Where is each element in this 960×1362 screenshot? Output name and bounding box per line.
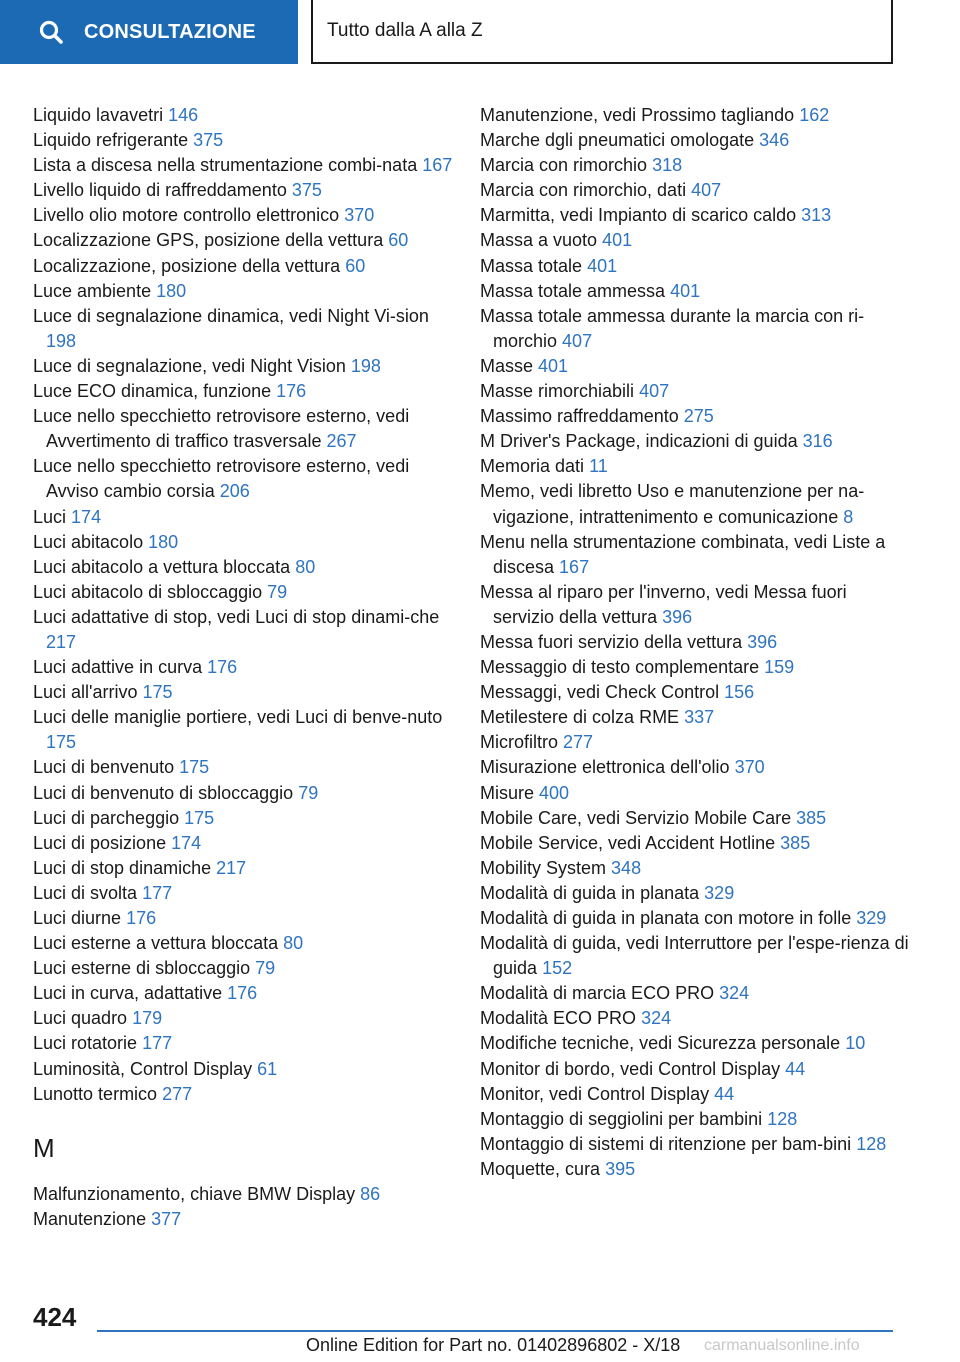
section-title: Tutto dalla A alla Z <box>327 20 483 41</box>
page-link[interactable]: 407 <box>691 180 722 201</box>
entry-term: Luci di posizione <box>33 832 167 853</box>
page-link[interactable]: 275 <box>683 406 714 427</box>
index-entry <box>33 655 453 680</box>
index-entry <box>33 530 453 555</box>
page-link[interactable]: 401 <box>538 355 569 376</box>
index-entry <box>33 304 453 354</box>
entry-term: Misure <box>480 782 535 803</box>
footer-divider <box>97 1330 893 1332</box>
index-entry <box>480 781 910 806</box>
entry-term: Luci adattive in curva <box>33 657 203 678</box>
page-link[interactable]: 79 <box>255 958 276 979</box>
entry-term: Luci di benvenuto di sbloccaggio <box>33 782 294 803</box>
page-link[interactable]: 377 <box>151 1208 182 1229</box>
index-list-m-continued <box>480 103 910 1182</box>
page-link[interactable]: 79 <box>267 581 288 602</box>
page-link[interactable]: 217 <box>216 857 247 878</box>
index-entry <box>480 254 910 279</box>
index-entry <box>33 404 453 454</box>
index-entry <box>480 931 910 981</box>
index-entry <box>480 981 910 1006</box>
entry-term: Marcia con rimorchio <box>480 155 648 176</box>
entry-term: Massa a vuoto <box>480 230 598 251</box>
page-link[interactable]: 146 <box>168 105 199 125</box>
page-link[interactable]: 370 <box>344 205 375 226</box>
page-link[interactable]: 174 <box>71 506 102 527</box>
index-entry <box>33 956 453 981</box>
page-link[interactable]: 175 <box>184 807 215 828</box>
index-column-right <box>480 103 910 1182</box>
entry-term: Massa totale ammessa <box>480 280 666 301</box>
entry-term: Marmitta, vedi Impianto di scarico caldo <box>480 205 797 226</box>
entry-term: Masse rimorchiabili <box>480 381 635 402</box>
index-entry <box>33 1057 453 1082</box>
page-link[interactable]: 79 <box>298 782 319 803</box>
page-link[interactable]: 44 <box>785 1058 806 1079</box>
page-link[interactable]: 176 <box>207 657 238 678</box>
index-entry <box>33 605 453 655</box>
index-entry <box>480 279 910 304</box>
page-link[interactable]: 401 <box>670 280 701 301</box>
index-entry <box>33 254 453 279</box>
page-link[interactable]: 329 <box>856 908 887 928</box>
page-link[interactable]: 318 <box>652 155 683 176</box>
entry-term: Luce ambiente <box>33 280 152 301</box>
entry-term: Messa al riparo per l'inverno, vedi Messa fuori servizio della vettura <box>480 581 847 627</box>
index-entry <box>480 755 910 780</box>
index-entry <box>33 555 453 580</box>
index-entry <box>33 1207 453 1232</box>
entry-term: Modifiche tecniche, vedi Sicurezza personale <box>480 1033 841 1054</box>
entry-term: Modalità di guida in planata con motore in folle <box>480 908 852 928</box>
index-entry <box>480 203 910 228</box>
entry-term: Luce ECO dinamica, funzione <box>33 381 272 402</box>
index-entry <box>480 228 910 253</box>
entry-term: Luce nello specchietto retrovisore esterno, vedi Avviso cambio corsia <box>33 456 410 502</box>
page-link[interactable]: 401 <box>587 255 618 276</box>
page-link[interactable]: 60 <box>345 255 366 276</box>
index-column-left <box>33 103 453 1232</box>
page-link[interactable]: 346 <box>759 130 790 151</box>
entry-term: Modalità di guida in planata <box>480 882 700 903</box>
search-icon <box>38 19 64 45</box>
index-list-l <box>33 103 453 1107</box>
entry-term: Liquido refrigerante <box>33 130 189 151</box>
page-link[interactable]: 401 <box>602 230 633 251</box>
index-entry <box>33 580 453 605</box>
index-entry <box>33 831 453 856</box>
page-link[interactable]: 198 <box>46 330 77 351</box>
entry-term: Luci di stop dinamiche <box>33 857 212 878</box>
entry-term: Luci abitacolo a vettura bloccata <box>33 556 291 577</box>
page-link[interactable]: 179 <box>132 1008 163 1029</box>
index-entry <box>33 354 453 379</box>
page-link[interactable]: 8 <box>843 506 854 527</box>
index-entry <box>480 881 910 906</box>
page-link[interactable]: 324 <box>641 1008 672 1029</box>
index-entry <box>33 153 453 178</box>
entry-term: Metilestere di colza RME <box>480 707 680 728</box>
page-link[interactable]: 175 <box>142 682 173 703</box>
index-entry <box>480 178 910 203</box>
index-entry <box>480 128 910 153</box>
index-entry <box>480 304 910 354</box>
page-link[interactable]: 175 <box>46 732 77 753</box>
index-entry <box>33 279 453 304</box>
entry-term: Monitor, vedi Control Display <box>480 1083 710 1104</box>
page-link[interactable]: 156 <box>724 682 755 703</box>
index-entry <box>33 228 453 253</box>
consultazione-label: CONSULTAZIONE <box>84 20 256 43</box>
page-link[interactable]: 176 <box>227 983 258 1004</box>
entry-term: Modalità di guida, vedi Interruttore per l'espe-rienza di guida <box>480 933 909 979</box>
entry-term: Mobile Service, vedi Accident Hotline <box>480 832 776 853</box>
entry-term: Memoria dati <box>480 456 585 477</box>
index-entry <box>33 454 453 504</box>
page-link[interactable]: 159 <box>764 657 795 678</box>
index-entry <box>33 981 453 1006</box>
entry-term: Massimo raffreddamento <box>480 406 679 427</box>
index-entry <box>480 1132 910 1157</box>
entry-term: Luci esterne di sbloccaggio <box>33 958 251 979</box>
index-entry <box>480 1031 910 1056</box>
page-link[interactable]: 180 <box>148 531 179 552</box>
page-link[interactable]: 337 <box>684 707 715 728</box>
entry-term: Livello olio motore controllo elettronico <box>33 205 340 226</box>
page-link[interactable]: 86 <box>360 1183 381 1204</box>
index-entry <box>33 705 453 755</box>
entry-term: Luci di benvenuto <box>33 757 175 778</box>
page-link[interactable]: 385 <box>796 807 827 828</box>
index-entry <box>480 655 910 680</box>
entry-term: Modalità di marcia ECO PRO <box>480 983 715 1004</box>
index-entry <box>33 505 453 530</box>
entry-term: Messaggi, vedi Check Control <box>480 682 720 703</box>
page-link[interactable]: 375 <box>193 130 224 151</box>
entry-term: Mobility System <box>480 857 607 878</box>
entry-term: Moquette, cura <box>480 1158 601 1179</box>
index-entry <box>480 103 910 128</box>
entry-term: Malfunzionamento, chiave BMW Display <box>33 1183 356 1204</box>
entry-term: Modalità ECO PRO <box>480 1008 637 1029</box>
index-entry <box>33 755 453 780</box>
page-link[interactable]: 128 <box>856 1133 887 1154</box>
entry-term: Liquido lavavetri <box>33 105 164 125</box>
entry-term: Monitor di bordo, vedi Control Display <box>480 1058 781 1079</box>
entry-term: Luce di segnalazione, vedi Night Vision <box>33 355 346 376</box>
page-link[interactable]: 324 <box>719 983 750 1004</box>
page-link[interactable]: 167 <box>559 556 590 577</box>
index-entry <box>480 1157 910 1182</box>
entry-term: Luci <box>33 506 67 527</box>
entry-term: Mobile Care, vedi Servizio Mobile Care <box>480 807 792 828</box>
entry-term: Luci all'arrivo <box>33 682 138 703</box>
page-number: 424 <box>33 1302 77 1332</box>
page-link[interactable]: 128 <box>767 1108 798 1129</box>
entry-term: Lista a discesa nella strumentazione combi-nata <box>33 155 418 176</box>
page-link[interactable]: 395 <box>605 1158 636 1179</box>
index-entry <box>33 881 453 906</box>
index-entry <box>480 1057 910 1082</box>
index-entry <box>33 128 453 153</box>
entry-term: Manutenzione, vedi Prossimo tagliando <box>480 105 795 125</box>
index-entry <box>33 1082 453 1107</box>
entry-term: Luci abitacolo di sbloccaggio <box>33 581 263 602</box>
index-entry <box>33 1182 453 1207</box>
page-link[interactable]: 313 <box>801 205 832 226</box>
entry-term: Messaggio di testo complementare <box>480 657 760 678</box>
page-link[interactable]: 267 <box>326 431 357 452</box>
entry-term: Luce nello specchietto retrovisore esterno, vedi Avvertimento di traffico trasversale <box>33 406 410 452</box>
entry-term: Microfiltro <box>480 732 559 753</box>
page-link[interactable]: 277 <box>563 732 594 753</box>
entry-term: Misurazione elettronica dell'olio <box>480 757 730 778</box>
page-link[interactable]: 198 <box>350 355 381 376</box>
entry-term: Luci abitacolo <box>33 531 144 552</box>
page-link[interactable]: 174 <box>171 832 202 853</box>
index-entry <box>480 1006 910 1031</box>
index-entry <box>33 856 453 881</box>
page-link[interactable]: 316 <box>802 431 833 452</box>
entry-term: Luci rotatorie <box>33 1033 138 1054</box>
entry-term: Lunotto termico <box>33 1083 158 1104</box>
index-entry <box>33 379 453 404</box>
index-entry <box>33 203 453 228</box>
page-link[interactable]: 61 <box>257 1058 278 1079</box>
entry-term: Localizzazione, posizione della vettura <box>33 255 341 276</box>
entry-term: Masse <box>480 355 534 376</box>
consultazione-tab[interactable] <box>0 0 298 64</box>
index-entry <box>480 1107 910 1132</box>
index-entry <box>480 429 910 454</box>
page-header-title <box>311 0 893 64</box>
entry-term: Luci quadro <box>33 1008 128 1029</box>
entry-term: Luci esterne a vettura bloccata <box>33 933 279 954</box>
page-link[interactable]: 177 <box>142 1033 173 1054</box>
index-entry <box>33 931 453 956</box>
footer-edition: Online Edition for Part no. 01402896802 - X/18 <box>306 1335 681 1355</box>
entry-term: Massa totale ammessa durante la marcia con ri-morchio <box>480 305 865 351</box>
page-link[interactable]: 396 <box>662 606 693 627</box>
index-entry <box>480 1082 910 1107</box>
index-list-m <box>33 1182 453 1232</box>
index-entry <box>480 730 910 755</box>
index-entry <box>33 906 453 931</box>
page-link[interactable]: 407 <box>639 381 670 402</box>
page-link[interactable]: 80 <box>283 933 304 954</box>
index-entry <box>33 1006 453 1031</box>
page-link[interactable]: 176 <box>126 908 157 928</box>
index-entry <box>480 680 910 705</box>
page-link[interactable]: 80 <box>295 556 316 577</box>
index-entry <box>33 680 453 705</box>
page-link[interactable]: 348 <box>611 857 642 878</box>
entry-term: Luci diurne <box>33 908 122 928</box>
entry-term: Montaggio di seggiolini per bambini <box>480 1108 763 1129</box>
entry-term: Manutenzione <box>33 1208 147 1229</box>
page-link[interactable]: 400 <box>539 782 570 803</box>
page-link[interactable]: 180 <box>156 280 187 301</box>
entry-term: Localizzazione GPS, posizione della vettura <box>33 230 384 251</box>
entry-term: Massa totale <box>480 255 583 276</box>
page-link[interactable]: 10 <box>845 1033 866 1054</box>
entry-term: Marche dgli pneumatici omologate <box>480 130 755 151</box>
page-link[interactable]: 375 <box>291 180 322 201</box>
index-entry <box>480 379 910 404</box>
page-link[interactable]: 175 <box>179 757 210 778</box>
page-link[interactable]: 44 <box>714 1083 735 1104</box>
index-entry <box>480 454 910 479</box>
entry-term: Menu nella strumentazione combinata, vedi Liste a discesa <box>480 531 886 577</box>
index-entry <box>480 806 910 831</box>
page-link[interactable]: 162 <box>799 105 830 125</box>
entry-term: Luci in curva, adattative <box>33 983 223 1004</box>
index-entry <box>480 831 910 856</box>
index-entry <box>33 178 453 203</box>
page-link[interactable]: 167 <box>422 155 453 176</box>
index-entry <box>480 530 910 580</box>
entry-term: Marcia con rimorchio, dati <box>480 180 687 201</box>
entry-term: Luce di segnalazione dinamica, vedi Night Vi-sion <box>33 305 429 326</box>
entry-term: Luminosità, Control Display <box>33 1058 253 1079</box>
page-link[interactable]: 385 <box>780 832 811 853</box>
index-entry <box>480 906 910 931</box>
index-entry <box>480 705 910 730</box>
entry-term: Memo, vedi libretto Uso e manutenzione per na-vigazione, intrattenimento e comunicazione <box>480 481 865 527</box>
watermark-text: carmanualsonline.info <box>704 1337 860 1354</box>
index-entry <box>480 630 910 655</box>
entry-term: Luci delle maniglie portiere, vedi Luci di benve-nuto <box>33 707 443 728</box>
entry-term: Montaggio di sistemi di ritenzione per bam-bini <box>480 1133 852 1154</box>
entry-term: Livello liquido di raffreddamento <box>33 180 287 201</box>
page-link[interactable]: 217 <box>46 631 77 652</box>
page-link[interactable]: 407 <box>562 330 593 351</box>
page-link[interactable]: 60 <box>388 230 409 251</box>
page-link[interactable]: 176 <box>276 381 307 402</box>
page-link[interactable]: 152 <box>542 958 573 979</box>
entry-term: Luci di svolta <box>33 882 138 903</box>
page-link[interactable]: 11 <box>589 456 608 477</box>
page-link[interactable]: 277 <box>162 1083 193 1104</box>
entry-term: Messa fuori servizio della vettura <box>480 631 743 652</box>
index-entry <box>480 153 910 178</box>
page-link[interactable]: 370 <box>734 757 765 778</box>
index-entry <box>33 806 453 831</box>
index-entry <box>480 354 910 379</box>
index-entry <box>33 103 453 128</box>
index-entry <box>33 1031 453 1056</box>
index-entry <box>480 856 910 881</box>
page-link[interactable]: 177 <box>142 882 173 903</box>
entry-term: Luci adattative di stop, vedi Luci di stop dinami-che <box>33 606 440 627</box>
index-entry <box>480 479 910 529</box>
index-entry <box>480 404 910 429</box>
page-link[interactable]: 329 <box>704 882 735 903</box>
page-link[interactable]: 206 <box>219 481 250 502</box>
index-entry <box>480 580 910 630</box>
page-link[interactable]: 396 <box>747 631 778 652</box>
section-letter: M <box>33 1132 55 1163</box>
index-entry <box>33 781 453 806</box>
entry-term: Luci di parcheggio <box>33 807 180 828</box>
entry-term: M Driver's Package, indicazioni di guida <box>480 431 798 452</box>
